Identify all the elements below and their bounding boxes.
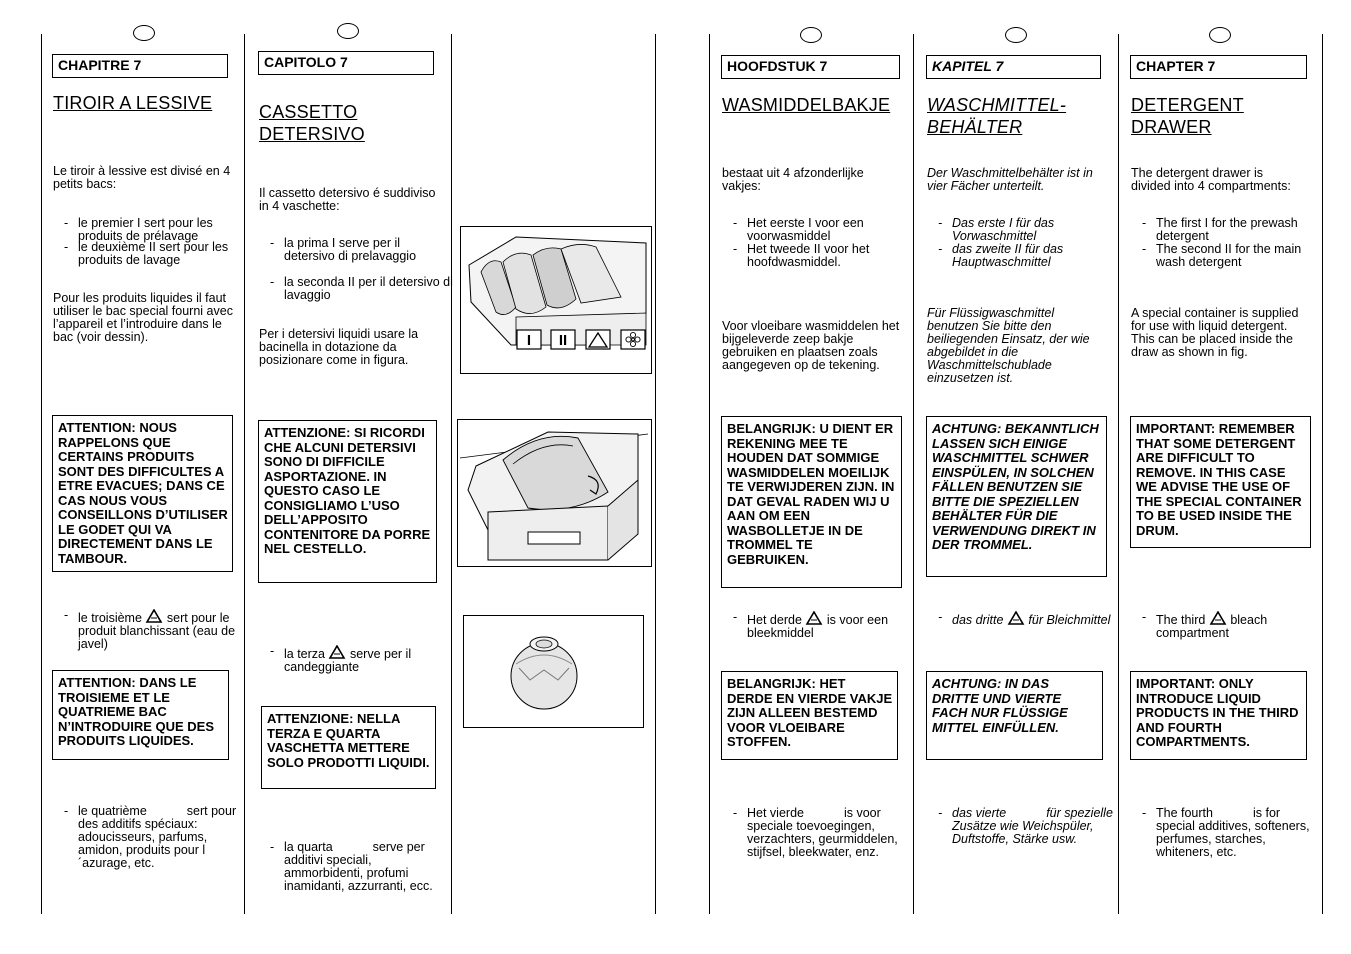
- intro-text: The detergent drawer is divided into 4 compartments:: [1131, 166, 1291, 193]
- language-marker: [1209, 27, 1231, 43]
- bleach-triangle-icon: [1209, 611, 1227, 625]
- language-marker: [133, 25, 155, 41]
- language-marker: [337, 23, 359, 39]
- warning-box: BELANGRIJK: U DIENT ER REKENING MEE TE HOUDEN DAT SOMMIGE WASMIDDELEN MOEILIJK TE VERWIJDEREN ZIJN. IN DAT GEVAL RADEN WIJ U AAN OM EEN WASBOLLETJE IN DE TROMMEL TE GEBRUIKEN.: [721, 416, 902, 588]
- list-item-second: - das zweite II für das Hauptwaschmittel: [938, 243, 1117, 269]
- liquid-container-figure: [457, 419, 652, 567]
- liquid-text: Pour les produits liquides il faut utiliser le bac special fourni avec l’appareil et l’introduire dans le bac (voir dessin).: [53, 291, 233, 344]
- list-item-second: - The second II for the main wash detergent: [1142, 243, 1311, 269]
- list-item-second: - la seconda II per il detersivo di lavaggio: [270, 276, 454, 302]
- section-title: WASCHMITTEL-BEHÄLTER: [927, 95, 1067, 137]
- warning-box: BELANGRIJK: HET DERDE EN VIERDE VAKJE ZIJN ALLEEN BESTEMD VOOR VLOEIBARE STOFFEN.: [721, 671, 898, 760]
- warning-box: ATTENZIONE: SI RICORDI CHE ALCUNI DETERSIVI SONO DI DIFFICILE ASPORTAZIONE. IN QUESTO CASO LE CONSIGLIAMO L’USO DELL’APPOSITO CONTENITORE DA PORRE NEL CESTELLO.: [258, 420, 437, 583]
- list-item-third: - Het derde is voor een bleekmiddel: [733, 611, 917, 640]
- chapter-heading: HOOFDSTUK 7: [721, 55, 900, 79]
- warning-box: ATTENZIONE: NELLA TERZA E QUARTA VASCHETTA METTERE SOLO PRODOTTI LIQUIDI.: [261, 706, 436, 789]
- warning-box: ATTENTION: DANS LE TROISIEME ET LE QUATRIEME BAC N’INTRODUIRE QUE DES PRODUITS LIQUIDES.: [52, 670, 229, 760]
- column-divider: [244, 34, 245, 914]
- language-marker: [1005, 27, 1027, 43]
- chapter-heading: CAPITOLO 7: [258, 51, 434, 75]
- list-item-third: - le troisième sert pour le produit blanchissant (eau de javel): [64, 609, 248, 651]
- compartment-two-label: II: [558, 332, 568, 349]
- list-item-first: - Het eerste I voor een voorwasmiddel: [733, 217, 917, 243]
- language-marker: [800, 27, 822, 43]
- list-item-fourth: - das vierte für spezielle Zusätze wie Weichspüler, Duftstoffe, Stärke usw.: [938, 807, 1117, 846]
- warning-box: ACHTUNG: BEKANNTLICH LASSEN SICH EINIGE WASCHMITTEL SCHWER EINSPÜLEN, IN SOLCHEN FÄLLEN BENUTZEN SIE BITTE DIE SPEZIELLEN BEHÄLTER FÜR DIE VERWENDUNG DIREKT IN DER TROMMEL.: [926, 416, 1107, 577]
- list-item-first: - le premier I sert pour les produits de prélavage: [64, 217, 244, 243]
- chapter-heading: CHAPITRE 7: [52, 54, 228, 78]
- column-divider: [451, 34, 452, 914]
- column-divider: [41, 34, 42, 914]
- page-divider: [655, 34, 656, 914]
- warning-box: ATTENTION: NOUS RAPPELONS QUE CERTAINS PRODUITS SONT DES DIFFICULTES A ETRE EVACUES; DANS CE CAS NOUS VOUS CONSEILLONS D’UTILISER LE GODET QUI VA DIRECTEMENT DANS LE TAMBOUR.: [52, 415, 233, 572]
- section-title: DETERGENT DRAWER: [1131, 95, 1244, 137]
- dosing-ball-illustration: [464, 616, 643, 727]
- list-item-fourth: - The fourth is for special additives, softeners, perfumes, starches, whiteners, etc.: [1142, 807, 1321, 859]
- section-title: WASMIDDELBAKJE: [722, 95, 891, 115]
- list-item-fourth: - la quarta serve per additivi speciali, ammorbidenti, profumi inamidanti, azzurranti, ecc.: [270, 841, 454, 893]
- page-divider: [709, 34, 710, 914]
- column-divider: [1322, 34, 1323, 914]
- warning-box: IMPORTANT: REMEMBER THAT SOME DETERGENT ARE DIFFICULT TO REMOVE. IN THIS CASE WE ADVISE THE USE OF THE SPECIAL CONTAINER TO BE USED INSIDE THE DRUM.: [1130, 416, 1311, 548]
- section-title: TIROIR A LESSIVE: [53, 93, 213, 113]
- drawer-with-liquid-insert-illustration: [458, 420, 651, 566]
- bleach-triangle-icon: [145, 609, 163, 623]
- bleach-triangle-icon: [1007, 611, 1025, 625]
- chapter-heading: KAPITEL 7: [926, 55, 1101, 79]
- chapter-heading: CHAPTER 7: [1130, 55, 1307, 79]
- list-item-first: - The first I for the prewash detergent: [1142, 217, 1311, 243]
- list-item-third: - das dritte für Bleichmittel: [938, 611, 1122, 627]
- liquid-text: Voor vloeibare wasmiddelen het bijgeleverde zeep bakje gebruiken en plaatsen zoals aangegeven op de tekening.: [722, 319, 900, 372]
- intro-text: Le tiroir à lessive est divisé en 4 petits bacs:: [53, 164, 231, 191]
- list-item-third: - The third bleach compartment: [1142, 611, 1326, 640]
- list-item-fourth: - Het vierde is voor speciale toevoegingen, verzachters, geurmiddelen, stijfsel, bleekwater, enz.: [733, 807, 917, 859]
- bleach-triangle-icon: [805, 611, 823, 625]
- column-divider: [913, 34, 914, 914]
- intro-text: bestaat uit 4 afzonderlijke vakjes:: [722, 166, 864, 193]
- column-divider: [1118, 34, 1119, 914]
- list-item-first: - la prima I serve per il detersivo di prelavaggio: [270, 237, 454, 263]
- list-item-fourth: - le quatrième sert pour des additifs spéciaux: adoucisseurs, parfums, amidon, produits pour l´azurage, etc.: [64, 805, 244, 870]
- list-item-second: - Het tweede II voor het hoofdwasmiddel.: [733, 243, 917, 269]
- liquid-text: Für Flüssigwaschmittel benutzen Sie bitte den beiliegenden Einsatz, der wie abgebildet in die Waschmittelschublade einzusetzen ist.: [927, 306, 1090, 385]
- compartment-one-label: I: [526, 332, 532, 349]
- list-item-third: - la terza serve per il candeggiante: [270, 645, 454, 674]
- drawer-compartments-figure: [460, 226, 652, 374]
- dosing-ball-figure: [463, 615, 644, 728]
- warning-box: ACHTUNG: IN DAS DRITTE UND VIERTE FACH NUR FLÜSSIGE MITTEL EINFÜLLEN.: [926, 671, 1103, 760]
- section-title: CASSETTO DETERSIVO: [259, 102, 365, 144]
- bleach-triangle-icon: [328, 645, 346, 659]
- intro-text: Il cassetto detersivo é suddiviso in 4 vaschette:: [259, 186, 436, 213]
- list-item-second: - le deuxième II sert pour les produits de lavage: [64, 241, 244, 267]
- intro-text: Der Waschmittelbehälter ist in vier Fächer unterteilt.: [927, 166, 1093, 193]
- liquid-text: Per i detersivi liquidi usare la bacinella in dotazione da posizionare come in figura.: [259, 327, 419, 367]
- warning-box: IMPORTANT: ONLY INTRODUCE LIQUID PRODUCTS IN THE THIRD AND FOURTH COMPARTMENTS.: [1130, 671, 1307, 760]
- liquid-text: A special container is supplied for use with liquid detergent. This can be placed inside the draw as shown in fig.: [1131, 306, 1299, 359]
- drawer-illustration: [461, 227, 651, 373]
- list-item-first: - Das erste I für das Vorwaschmittel: [938, 217, 1117, 243]
